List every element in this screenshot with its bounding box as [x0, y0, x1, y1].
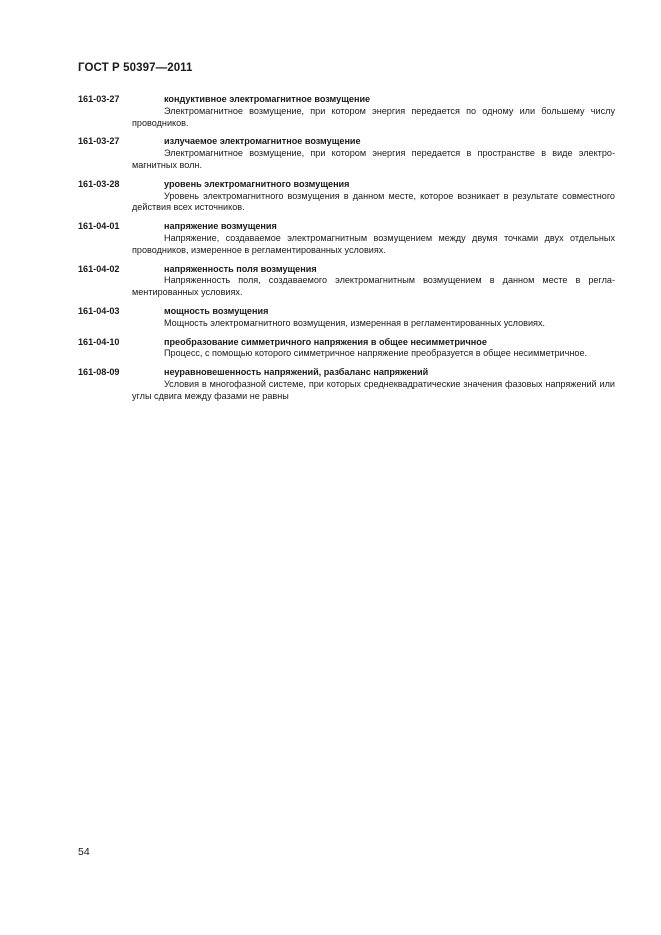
- term-title: уровень электромагнитного возмущения: [164, 178, 350, 189]
- page-number: 54: [78, 846, 90, 858]
- term-code: 161-03-27: [78, 136, 120, 147]
- term-definition: Условия в многофазной системе, при которых среднеквадратические значения фазовых напряжений или углы сдвига между фазами не равны: [132, 378, 615, 401]
- term-code: 161-03-27: [78, 94, 120, 104]
- term-definition: Напряженность поля, создаваемого электромагнитным возмущением в данном месте в регламентированных условиях.: [132, 275, 615, 298]
- term-definition: Электромагнитное возмущение, при котором энергия передается по одному или большему числу проводников.: [132, 105, 615, 128]
- term-code: 161-04-02: [78, 263, 120, 274]
- term-title: излучаемое электромагнитное возмущение: [164, 136, 361, 147]
- term-definition: Электромагнитное возмущение, при котором энергия передается в пространстве в виде электромагнитных волн.: [132, 148, 615, 170]
- term-definition: Напряжение, создаваемое электромагнитным возмущением между двумя точками двух отдельных проводников, измеренное в регламентированных условиях.: [132, 232, 615, 255]
- term-entry: [78, 264, 615, 299]
- term-code: 161-03-28: [78, 178, 120, 189]
- term-entry: [78, 179, 615, 214]
- term-title: неуравновешенность напряжений, разбаланс напряжений: [164, 367, 429, 378]
- term-entry: [78, 337, 615, 361]
- term-definition: Мощность электромагнитного возмущения, измеренная в регламентированных условиях.: [164, 317, 546, 328]
- term-title: напряженность поля возмущения: [164, 263, 317, 274]
- term-code: 161-04-03: [78, 305, 120, 316]
- term-title: мощность возмущения: [164, 305, 269, 316]
- term-title: кондуктивное электромагнитное возмущение: [164, 94, 371, 104]
- term-code: 161-04-01: [78, 221, 120, 232]
- term-definition: Процесс, с помощью которого симметричное напряжение преобразуется в общее несимметричное.: [164, 348, 588, 359]
- term-code: 161-04-10: [78, 336, 120, 347]
- document-header: ГОСТ Р 50397—2011: [78, 62, 193, 74]
- term-entry: [78, 306, 615, 330]
- term-code: 161-08-09: [78, 367, 120, 378]
- term-definition: Уровень электромагнитного возмущения в данном месте, которое возникает в результате совместного действия всех источников.: [132, 190, 615, 213]
- terms-list: [78, 94, 615, 410]
- term-title: преобразование симметричного напряжения в общее несимметричное: [164, 336, 487, 347]
- term-entry: [78, 367, 615, 402]
- term-entry: [78, 221, 615, 256]
- term-title: напряжение возмущения: [164, 221, 277, 232]
- term-entry: [78, 94, 615, 129]
- term-entry: [78, 136, 615, 171]
